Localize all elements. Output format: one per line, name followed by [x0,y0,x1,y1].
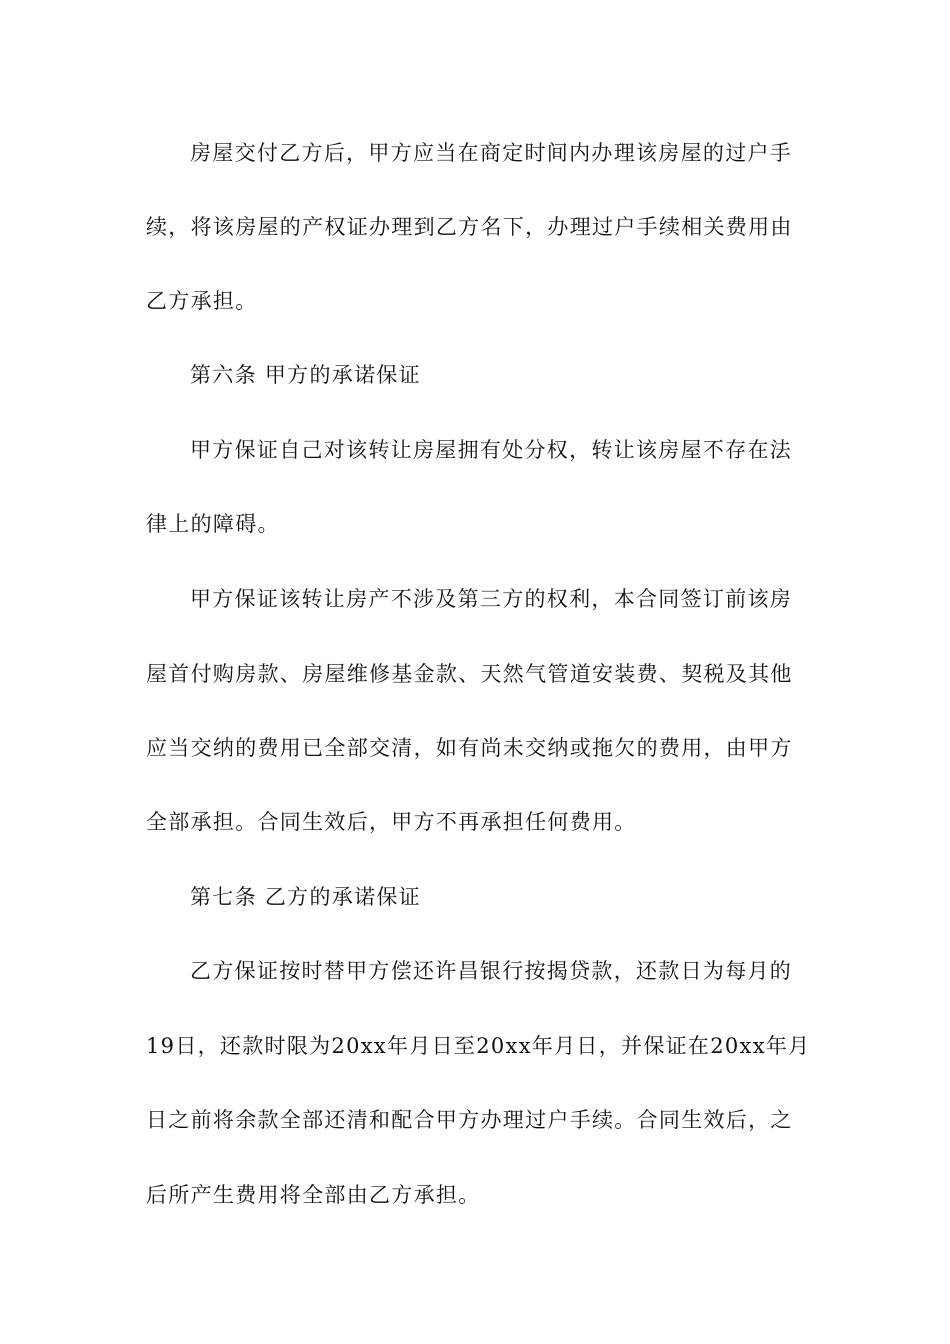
section-heading: 第七条 乙方的承诺保证 [190,885,421,909]
paragraph-line: 后所产生费用将全部由乙方承担。 [146,1183,481,1207]
paragraph-line: 乙方保证按时替甲方偿还许昌银行按揭贷款，还款日为每月的 [190,959,793,983]
paragraph-line: 甲方保证该转让房产不涉及第三方的权利，本合同签订前该房 [190,587,793,611]
section-heading: 第六条 甲方的承诺保证 [190,363,421,387]
paragraph-line: 律上的障碍。 [146,512,280,536]
paragraph-line: 续，将该房屋的产权证办理到乙方名下，办理过户手续相关费用由 [146,215,793,239]
paragraph-line: 房屋交付乙方后，甲方应当在商定时间内办理该房屋的过户手 [190,141,793,165]
paragraph-line: 甲方保证自己对该转让房屋拥有处分权，转让该房屋不存在法 [190,438,793,462]
paragraph-line: 全部承担。合同生效后，甲方不再承担任何费用。 [146,810,637,834]
paragraph-line: 19日，还款时限为20xx年月日至20xx年月日，并保证在20xx年月 [146,1034,811,1058]
paragraph-line: 屋首付购房款、房屋维修基金款、天然气管道安装费、契税及其他 [146,662,793,686]
paragraph-line: 日之前将余款全部还清和配合甲方办理过户手续。合同生效后，之 [146,1108,793,1132]
paragraph-line: 应当交纳的费用已全部交清，如有尚未交纳或拖欠的费用，由甲方 [146,736,793,760]
paragraph-line: 乙方承担。 [146,289,258,313]
